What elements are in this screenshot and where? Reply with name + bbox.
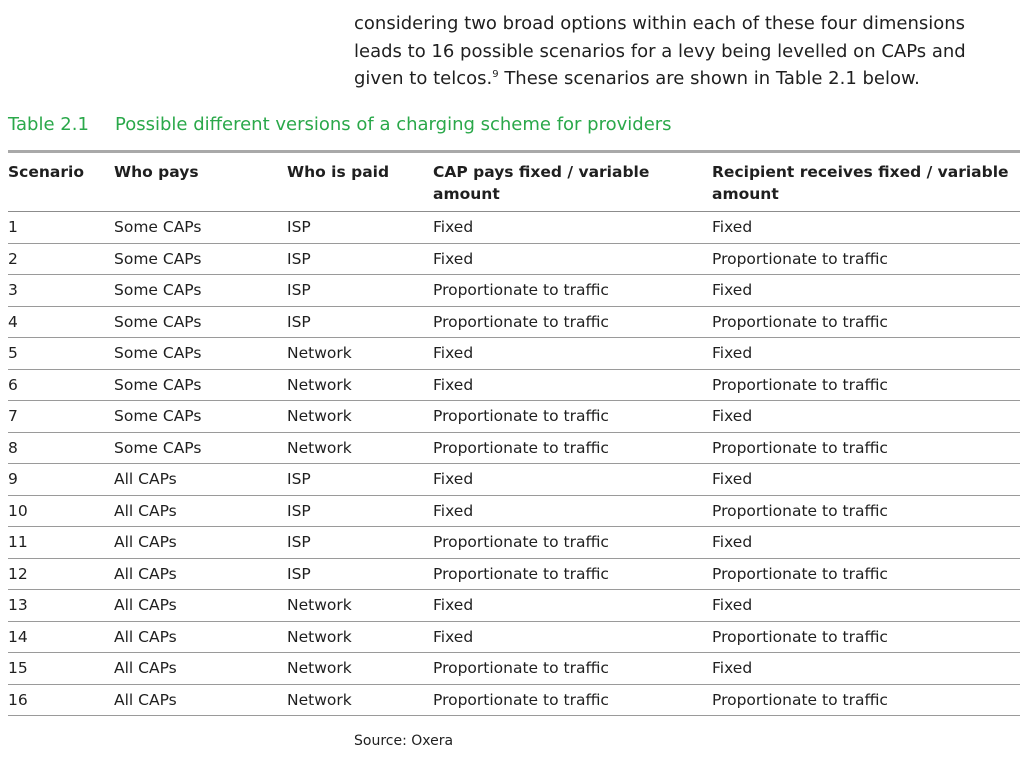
cell-scenario: 10 (8, 495, 114, 527)
cell-recipient-receives: Fixed (712, 464, 1020, 496)
cell-recipient-receives: Proportionate to traffic (712, 243, 1020, 275)
table-row (8, 338, 1020, 370)
table-row (8, 464, 1020, 496)
cell-who-pays: Some CAPs (114, 306, 287, 338)
cell-cap-pays: Proportionate to traffic (433, 527, 712, 559)
cell-who-is-paid: Network (287, 432, 433, 464)
cell-who-pays: All CAPs (114, 558, 287, 590)
intro-paragraph (354, 10, 1014, 93)
cell-scenario: 14 (8, 621, 114, 653)
table-row (8, 590, 1020, 622)
table-body (8, 212, 1020, 716)
cell-scenario: 16 (8, 684, 114, 716)
cell-who-is-paid: ISP (287, 306, 433, 338)
footnote-reference[interactable]: 9 (492, 69, 499, 80)
header-who-is-paid: Who is paid (287, 152, 433, 212)
cell-cap-pays: Fixed (433, 464, 712, 496)
cell-who-is-paid: ISP (287, 495, 433, 527)
cell-recipient-receives: Fixed (712, 590, 1020, 622)
cell-cap-pays: Proportionate to traffic (433, 306, 712, 338)
cell-who-is-paid: ISP (287, 243, 433, 275)
table-row (8, 275, 1020, 307)
table-row (8, 495, 1020, 527)
cell-who-is-paid: Network (287, 653, 433, 685)
table-row (8, 212, 1020, 244)
cell-who-is-paid: ISP (287, 558, 433, 590)
cell-who-pays: All CAPs (114, 684, 287, 716)
cell-recipient-receives: Fixed (712, 527, 1020, 559)
cell-who-pays: All CAPs (114, 621, 287, 653)
cell-recipient-receives: Proportionate to traffic (712, 369, 1020, 401)
header-who-pays: Who pays (114, 152, 287, 212)
cell-recipient-receives: Fixed (712, 338, 1020, 370)
table-row (8, 243, 1020, 275)
cell-recipient-receives: Proportionate to traffic (712, 432, 1020, 464)
intro-text: considering two broad options within each of these four dimensions leads to 16 possible scenarios for a levy being levelled on CAPs and given to telcos. (354, 13, 966, 89)
cell-who-is-paid: ISP (287, 527, 433, 559)
scenarios-table (8, 150, 1020, 716)
cell-who-pays: All CAPs (114, 653, 287, 685)
cell-who-pays: All CAPs (114, 527, 287, 559)
table-row (8, 401, 1020, 433)
cell-who-pays: All CAPs (114, 464, 287, 496)
cell-recipient-receives: Fixed (712, 653, 1020, 685)
cell-cap-pays: Proportionate to traffic (433, 653, 712, 685)
cell-cap-pays: Fixed (433, 212, 712, 244)
cell-who-is-paid: ISP (287, 275, 433, 307)
cell-recipient-receives: Fixed (712, 275, 1020, 307)
cell-scenario: 7 (8, 401, 114, 433)
cell-cap-pays: Proportionate to traffic (433, 275, 712, 307)
cell-who-pays: All CAPs (114, 590, 287, 622)
table-row (8, 558, 1020, 590)
table-row (8, 369, 1020, 401)
cell-cap-pays: Fixed (433, 621, 712, 653)
header-cap-pays: CAP pays fixed / variable amount (433, 152, 712, 212)
intro-text-continued: These scenarios are shown in Table 2.1 below. (498, 68, 920, 89)
cell-scenario: 1 (8, 212, 114, 244)
cell-scenario: 12 (8, 558, 114, 590)
table-row (8, 653, 1020, 685)
cell-scenario: 9 (8, 464, 114, 496)
cell-cap-pays: Fixed (433, 590, 712, 622)
cell-recipient-receives: Fixed (712, 401, 1020, 433)
cell-who-is-paid: ISP (287, 464, 433, 496)
cell-who-is-paid: Network (287, 684, 433, 716)
cell-who-pays: Some CAPs (114, 243, 287, 275)
cell-scenario: 13 (8, 590, 114, 622)
table-header-row (8, 152, 1020, 212)
cell-recipient-receives: Fixed (712, 212, 1020, 244)
cell-who-pays: Some CAPs (114, 275, 287, 307)
cell-recipient-receives: Proportionate to traffic (712, 621, 1020, 653)
cell-who-pays: Some CAPs (114, 369, 287, 401)
cell-cap-pays: Proportionate to traffic (433, 558, 712, 590)
cell-cap-pays: Proportionate to traffic (433, 684, 712, 716)
cell-scenario: 15 (8, 653, 114, 685)
table-caption (8, 114, 672, 135)
cell-recipient-receives: Proportionate to traffic (712, 684, 1020, 716)
header-scenario: Scenario (8, 152, 114, 212)
cell-who-is-paid: Network (287, 621, 433, 653)
cell-who-pays: All CAPs (114, 495, 287, 527)
cell-who-pays: Some CAPs (114, 432, 287, 464)
table-number: Table 2.1 (8, 114, 89, 135)
cell-scenario: 3 (8, 275, 114, 307)
cell-who-is-paid: ISP (287, 212, 433, 244)
table-row (8, 527, 1020, 559)
cell-who-is-paid: Network (287, 590, 433, 622)
cell-recipient-receives: Proportionate to traffic (712, 558, 1020, 590)
cell-scenario: 4 (8, 306, 114, 338)
cell-cap-pays: Fixed (433, 369, 712, 401)
cell-who-pays: Some CAPs (114, 338, 287, 370)
cell-recipient-receives: Proportionate to traffic (712, 306, 1020, 338)
cell-scenario: 6 (8, 369, 114, 401)
cell-cap-pays: Proportionate to traffic (433, 401, 712, 433)
cell-scenario: 2 (8, 243, 114, 275)
cell-cap-pays: Proportionate to traffic (433, 432, 712, 464)
cell-scenario: 11 (8, 527, 114, 559)
cell-who-is-paid: Network (287, 338, 433, 370)
cell-who-is-paid: Network (287, 401, 433, 433)
cell-scenario: 8 (8, 432, 114, 464)
table-row (8, 621, 1020, 653)
table-title: Possible different versions of a charging scheme for providers (115, 114, 672, 135)
source-note: Source: Oxera (354, 733, 454, 749)
cell-cap-pays: Fixed (433, 495, 712, 527)
cell-scenario: 5 (8, 338, 114, 370)
cell-cap-pays: Fixed (433, 338, 712, 370)
cell-recipient-receives: Proportionate to traffic (712, 495, 1020, 527)
table-row (8, 432, 1020, 464)
table-row (8, 306, 1020, 338)
cell-cap-pays: Fixed (433, 243, 712, 275)
table-row (8, 684, 1020, 716)
cell-who-pays: Some CAPs (114, 401, 287, 433)
header-recipient-receives: Recipient receives fixed / variable amount (712, 152, 1020, 212)
cell-who-pays: Some CAPs (114, 212, 287, 244)
cell-who-is-paid: Network (287, 369, 433, 401)
